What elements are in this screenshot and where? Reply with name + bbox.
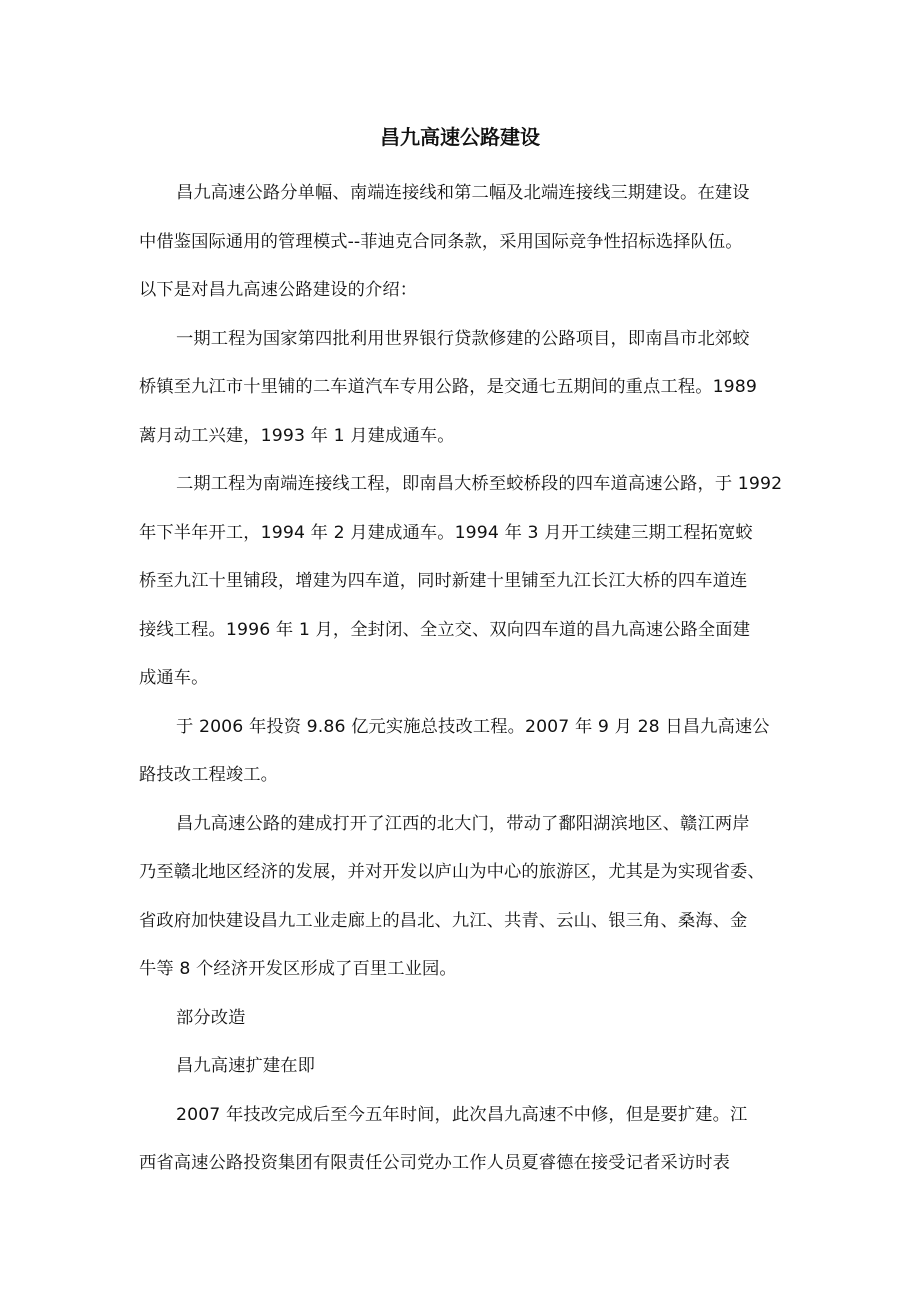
text-line: 于 2006 年投资 9.86 亿元实施总技改工程。2007 年 9 月 28 日昌九高速公	[176, 716, 770, 737]
text-line: 省政府加快建设昌九工业走廊上的昌北、九江、共青、云山、银三角、桑海、金	[139, 910, 748, 931]
paragraph-phase-one	[139, 315, 801, 461]
text-line: 接线工程。1996 年 1 月，全封闭、全立交、双向四车道的昌九高速公路全面建	[139, 619, 751, 640]
paragraph-expansion	[139, 1091, 801, 1188]
text-line: 以下是对昌九高速公路建设的介绍：	[139, 280, 418, 300]
text-line: 2007 年技改完成后至今五年时间，此次昌九高速不中修，但是要扩建。江	[176, 1104, 748, 1125]
text-line: 路技改工程竣工。	[139, 765, 279, 785]
text-line: 西省高速公路投资集团有限责任公司党办工作人员夏睿德在接受记者采访时表	[139, 1153, 730, 1173]
document-body	[139, 169, 801, 1188]
text-line: 桥镇至九江市十里铺的二车道汽车专用公路，是交通七五期间的重点工程。1989	[139, 377, 757, 397]
text-line: 成通车。	[139, 668, 209, 688]
text-line: 年下半年开工，1994 年 2 月建成通车。1994 年 3 月开工续建三期工程拓宽蛟	[139, 522, 753, 543]
text-line: 一期工程为国家第四批利用世界银行贷款修建的公路项目，即南昌市北郊蛟	[176, 328, 750, 349]
text-line: 牛等 8 个经济开发区形成了百里工业园。	[139, 959, 457, 979]
paragraph-phase-two	[139, 460, 801, 703]
text-line: 二期工程为南端连接线工程，即南昌大桥至蛟桥段的四车道高速公路，于 1992	[176, 474, 783, 494]
paragraph-intro	[139, 169, 801, 315]
text-line: 中借鉴国际通用的管理模式--菲迪克合同条款，采用国际竞争性招标选择队伍。	[139, 231, 743, 252]
section-heading-partial-renovation	[139, 994, 801, 1043]
text-line: 昌九高速扩建在即	[176, 1056, 316, 1076]
text-line: 桥至九江十里铺段，增建为四车道，同时新建十里铺至九江长江大桥的四车道连	[139, 571, 748, 591]
text-line: 乃至赣北地区经济的发展，并对开发以庐山为中心的旅游区，尤其是为实现省委、	[139, 862, 765, 882]
text-line: 昌九高速公路分单幅、南端连接线和第二幅及北端连接线三期建设。在建设	[176, 183, 750, 203]
paragraph-impact	[139, 800, 801, 994]
paragraph-renovation	[139, 703, 801, 800]
text-line: 昌九高速公路的建成打开了江西的北大门，带动了鄱阳湖滨地区、赣江两岸	[176, 813, 750, 834]
document-title: 昌九高速公路建设	[380, 125, 540, 149]
text-line: 部分改造	[176, 1007, 246, 1028]
section-heading-expansion	[139, 1042, 801, 1091]
text-line: 蓠月动工兴建，1993 年 1 月建成通车。	[139, 425, 455, 446]
